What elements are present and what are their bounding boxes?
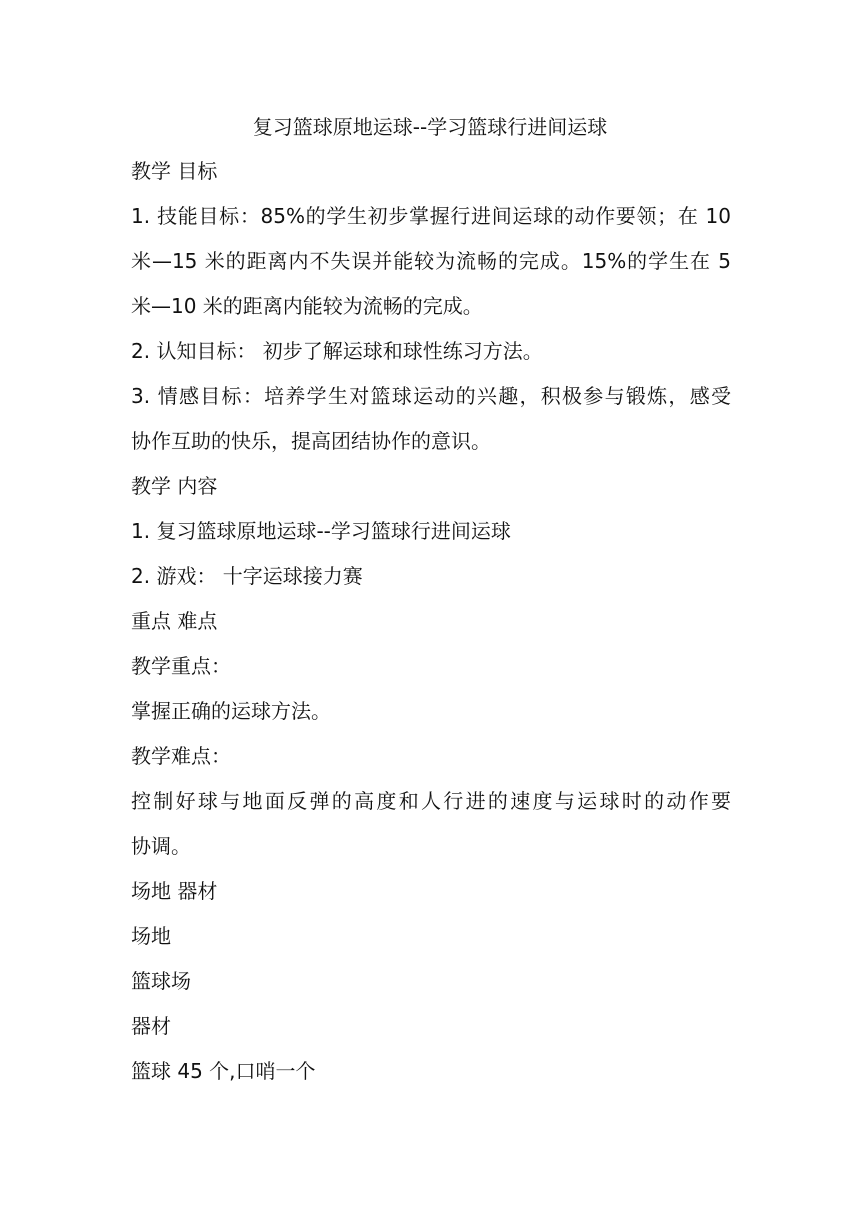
paragraph-line: 控制好球与地面反弹的高度和人行进的速度与运球时的动作要 [131, 789, 731, 813]
section-heading-key-difficult-points: 重点 难点 [131, 609, 218, 633]
paragraph-line: 协作互助的快乐，提高团结协作的意识。 [131, 429, 491, 453]
paragraph-line: 米—15 米的距离内不失误并能较为流畅的完成。15%的学生在 5 [131, 249, 731, 273]
paragraph-line: 米—10 米的距离内能较为流畅的完成。 [131, 294, 483, 318]
subheading-venue: 场地 [131, 924, 171, 948]
content-item-2: 2. 游戏： 十字运球接力赛 [131, 564, 363, 588]
paragraph-cognitive-goal: 2. 认知目标： 初步了解运球和球性练习方法。 [131, 339, 543, 363]
section-heading-teaching-content: 教学 内容 [131, 474, 218, 498]
paragraph-line: 3. 情感目标：培养学生对篮球运动的兴趣，积极参与锻炼，感受 [131, 384, 731, 408]
paragraph-emotional-goal [131, 374, 731, 464]
paragraph-line: 协调。 [131, 834, 191, 858]
paragraph-skill-goal [131, 194, 731, 329]
paragraph-line: 1. 技能目标：85%的学生初步掌握行进间运球的动作要领；在 10 [131, 204, 731, 228]
content-item-1: 1. 复习篮球原地运球--学习篮球行进间运球 [131, 519, 511, 543]
subheading-equipment: 器材 [131, 1014, 171, 1038]
equipment-text: 篮球 45 个,口哨一个 [131, 1059, 316, 1083]
venue-text: 篮球场 [131, 969, 191, 993]
subheading-key-point: 教学重点： [131, 654, 231, 678]
document-body [131, 149, 731, 1094]
key-point-text: 掌握正确的运球方法。 [131, 699, 331, 723]
subheading-difficult-point: 教学难点： [131, 744, 231, 768]
difficult-point-text [131, 779, 731, 869]
section-heading-teaching-goals: 教学 目标 [131, 159, 218, 183]
document-title: 复习篮球原地运球--学习篮球行进间运球 [252, 115, 608, 139]
section-heading-venue-equipment: 场地 器材 [131, 879, 218, 903]
